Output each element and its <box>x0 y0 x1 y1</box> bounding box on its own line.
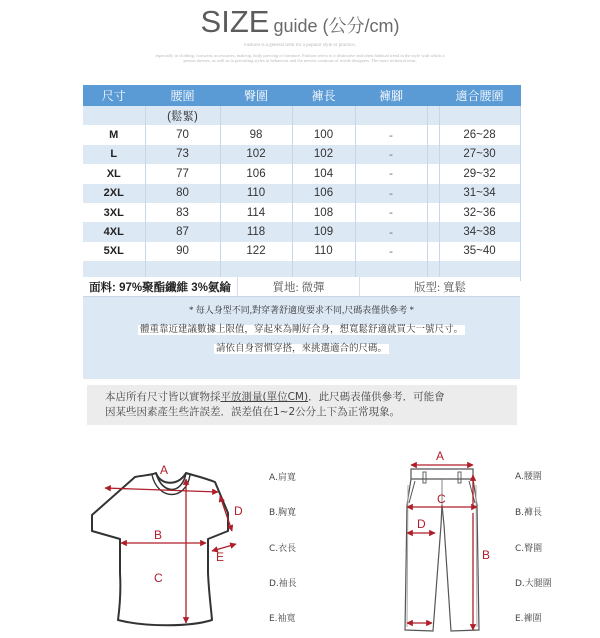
col-header-hem: 褲腳 <box>355 85 427 106</box>
fit-waist-cell: 26~28 <box>439 125 520 144</box>
table-cell <box>355 106 427 125</box>
hip-cell: 118 <box>220 222 292 241</box>
size-cell: M <box>83 125 145 144</box>
table-row <box>83 164 520 183</box>
table-row <box>83 145 520 164</box>
pants-marker-d: D <box>417 517 426 531</box>
size-cell: L <box>83 145 145 164</box>
col-header-fit-waist: 適合腰圍 <box>439 85 520 106</box>
table-cell <box>83 106 145 125</box>
spacer-cell <box>427 184 439 203</box>
hem-cell: - <box>355 164 427 183</box>
disclaimer-underlined: 平放測量(單位CM) <box>220 391 309 403</box>
hip-cell: 106 <box>220 164 292 183</box>
shirt-marker-d: D <box>234 504 243 518</box>
note-line-3-wrap <box>83 340 520 354</box>
length-cell: 108 <box>292 203 355 222</box>
title-size: SIZE <box>200 4 270 39</box>
table-cell <box>220 106 292 125</box>
pants-legend-c: C.臀圍 <box>515 544 543 554</box>
spacer-cell <box>427 125 439 144</box>
length-cell: 102 <box>292 145 355 164</box>
waist-cell: 73 <box>145 145 220 164</box>
tshirt-diagram-icon <box>90 455 260 635</box>
pants-marker-a: A <box>436 449 445 463</box>
shirt-legend-a: A.肩寬 <box>269 473 296 483</box>
material-info-row <box>83 277 520 297</box>
table-row <box>83 242 520 261</box>
length-cell: 109 <box>292 222 355 241</box>
disclaimer-post: ．此尺碼表僅供參考．可能會 <box>308 391 445 403</box>
col-header-length: 褲長 <box>292 85 355 106</box>
size-table <box>83 85 521 281</box>
measurement-disclaimer <box>87 385 517 425</box>
table-header-row <box>83 85 520 106</box>
disclaimer-line-1 <box>105 390 517 405</box>
spacer-cell <box>427 164 439 183</box>
title-guide: guide (公分/cm) <box>273 16 400 36</box>
size-cell: 2XL <box>83 184 145 203</box>
fit-waist-cell: 34~38 <box>439 222 520 241</box>
pants-legend-d: D.大腿圍 <box>515 579 552 589</box>
hip-cell: 110 <box>220 184 292 203</box>
disclaimer-line-2: 因某些因素產生些許誤差．誤差值在1~2公分上下為正常現象。 <box>105 406 401 418</box>
hip-cell: 114 <box>220 203 292 222</box>
waist-cell: 83 <box>145 203 220 222</box>
table-cell <box>292 106 355 125</box>
table-row <box>83 203 520 222</box>
length-cell: 100 <box>292 125 355 144</box>
shirt-legend-c: C.衣長 <box>269 544 297 554</box>
size-cell: 4XL <box>83 222 145 241</box>
spacer-cell <box>427 145 439 164</box>
fit-waist-cell: 35~40 <box>439 242 520 261</box>
waist-cell: 80 <box>145 184 220 203</box>
tagline-2: especially in clothing, footwear, accessories, makeup, body piercing or furniture. Fashion refers to a distinctive and often habitual trend in the style with which a person dresses, as well as to prevailing styles in behaviour and the newest creations of textile designers. The more technical term. <box>155 53 445 63</box>
size-guide-title <box>0 4 600 40</box>
fit-waist-cell: 29~32 <box>439 164 520 183</box>
size-notes <box>83 297 520 379</box>
table-cell <box>439 106 520 125</box>
spacer-cell <box>427 203 439 222</box>
pants-marker-b: B <box>482 548 491 562</box>
shirt-legend-e: E.袖寬 <box>269 614 296 624</box>
shirt-marker-b: B <box>154 528 163 542</box>
subheader-waist-note: (鬆緊) <box>145 106 220 125</box>
length-cell: 104 <box>292 164 355 183</box>
length-cell: 106 <box>292 184 355 203</box>
fit-waist-cell: 31~34 <box>439 184 520 203</box>
shirt-marker-a: A <box>160 463 169 477</box>
table-row <box>83 184 520 203</box>
hip-cell: 102 <box>220 145 292 164</box>
hem-cell: - <box>355 222 427 241</box>
waist-cell: 77 <box>145 164 220 183</box>
hem-cell: - <box>355 203 427 222</box>
size-cell: XL <box>83 164 145 183</box>
hip-cell: 122 <box>220 242 292 261</box>
fit-waist-cell: 27~30 <box>439 145 520 164</box>
shirt-legend-b: B.胸寬 <box>269 508 297 518</box>
col-header-spacer <box>427 85 439 106</box>
col-header-size: 尺寸 <box>83 85 145 106</box>
table-row <box>83 222 520 241</box>
pants-legend-b: B.褲長 <box>515 508 543 518</box>
note-line-2: 體重靠近建議數據上限值，穿起來為剛好合身，想寬鬆舒適就買大一號尺寸。 <box>139 325 463 335</box>
tagline-1: Fashion is a general term for a popular style or practice, <box>244 43 356 48</box>
waist-cell: 90 <box>145 242 220 261</box>
waist-cell: 70 <box>145 125 220 144</box>
disclaimer-pre: 本店所有尺寸皆以實物採 <box>105 391 221 403</box>
table-subheader-row <box>83 106 520 125</box>
col-header-waist: 腰圍 <box>145 85 220 106</box>
hem-cell: - <box>355 242 427 261</box>
shirt-marker-c: C <box>154 571 163 585</box>
table-cell <box>427 106 439 125</box>
pants-marker-c: C <box>437 492 446 506</box>
size-cell: 3XL <box>83 203 145 222</box>
fit-info: 版型: 寬鬆 <box>413 281 467 294</box>
spacer-cell <box>427 242 439 261</box>
waist-cell: 87 <box>145 222 220 241</box>
note-line-2-wrap <box>83 321 520 335</box>
shirt-marker-e: E <box>216 550 225 564</box>
fabric-info: 面料: 97%聚酯纖維 3%氨綸 <box>83 277 238 296</box>
pants-diagram-icon <box>395 445 505 638</box>
hem-cell: - <box>355 184 427 203</box>
length-cell: 110 <box>292 242 355 261</box>
col-header-hip: 臀圍 <box>220 85 292 106</box>
fit-waist-cell: 32~36 <box>439 203 520 222</box>
shirt-legend-d: D.袖長 <box>269 579 297 589</box>
hem-cell: - <box>355 125 427 144</box>
texture-info: 質地: 微彈 <box>238 277 360 296</box>
pants-legend-a: A.腰圍 <box>515 472 542 482</box>
note-line-1: * 每人身型不同,對穿著舒適度要求不同,尺碼表僅供參考 * <box>188 305 414 315</box>
size-cell: 5XL <box>83 242 145 261</box>
note-line-3: 請依自身習慣穿搭，來挑選適合的尺碼。 <box>215 344 387 354</box>
table-row <box>83 125 520 144</box>
hip-cell: 98 <box>220 125 292 144</box>
spacer-cell <box>427 222 439 241</box>
hem-cell: - <box>355 145 427 164</box>
pants-legend-e: E.褲圍 <box>515 614 542 624</box>
